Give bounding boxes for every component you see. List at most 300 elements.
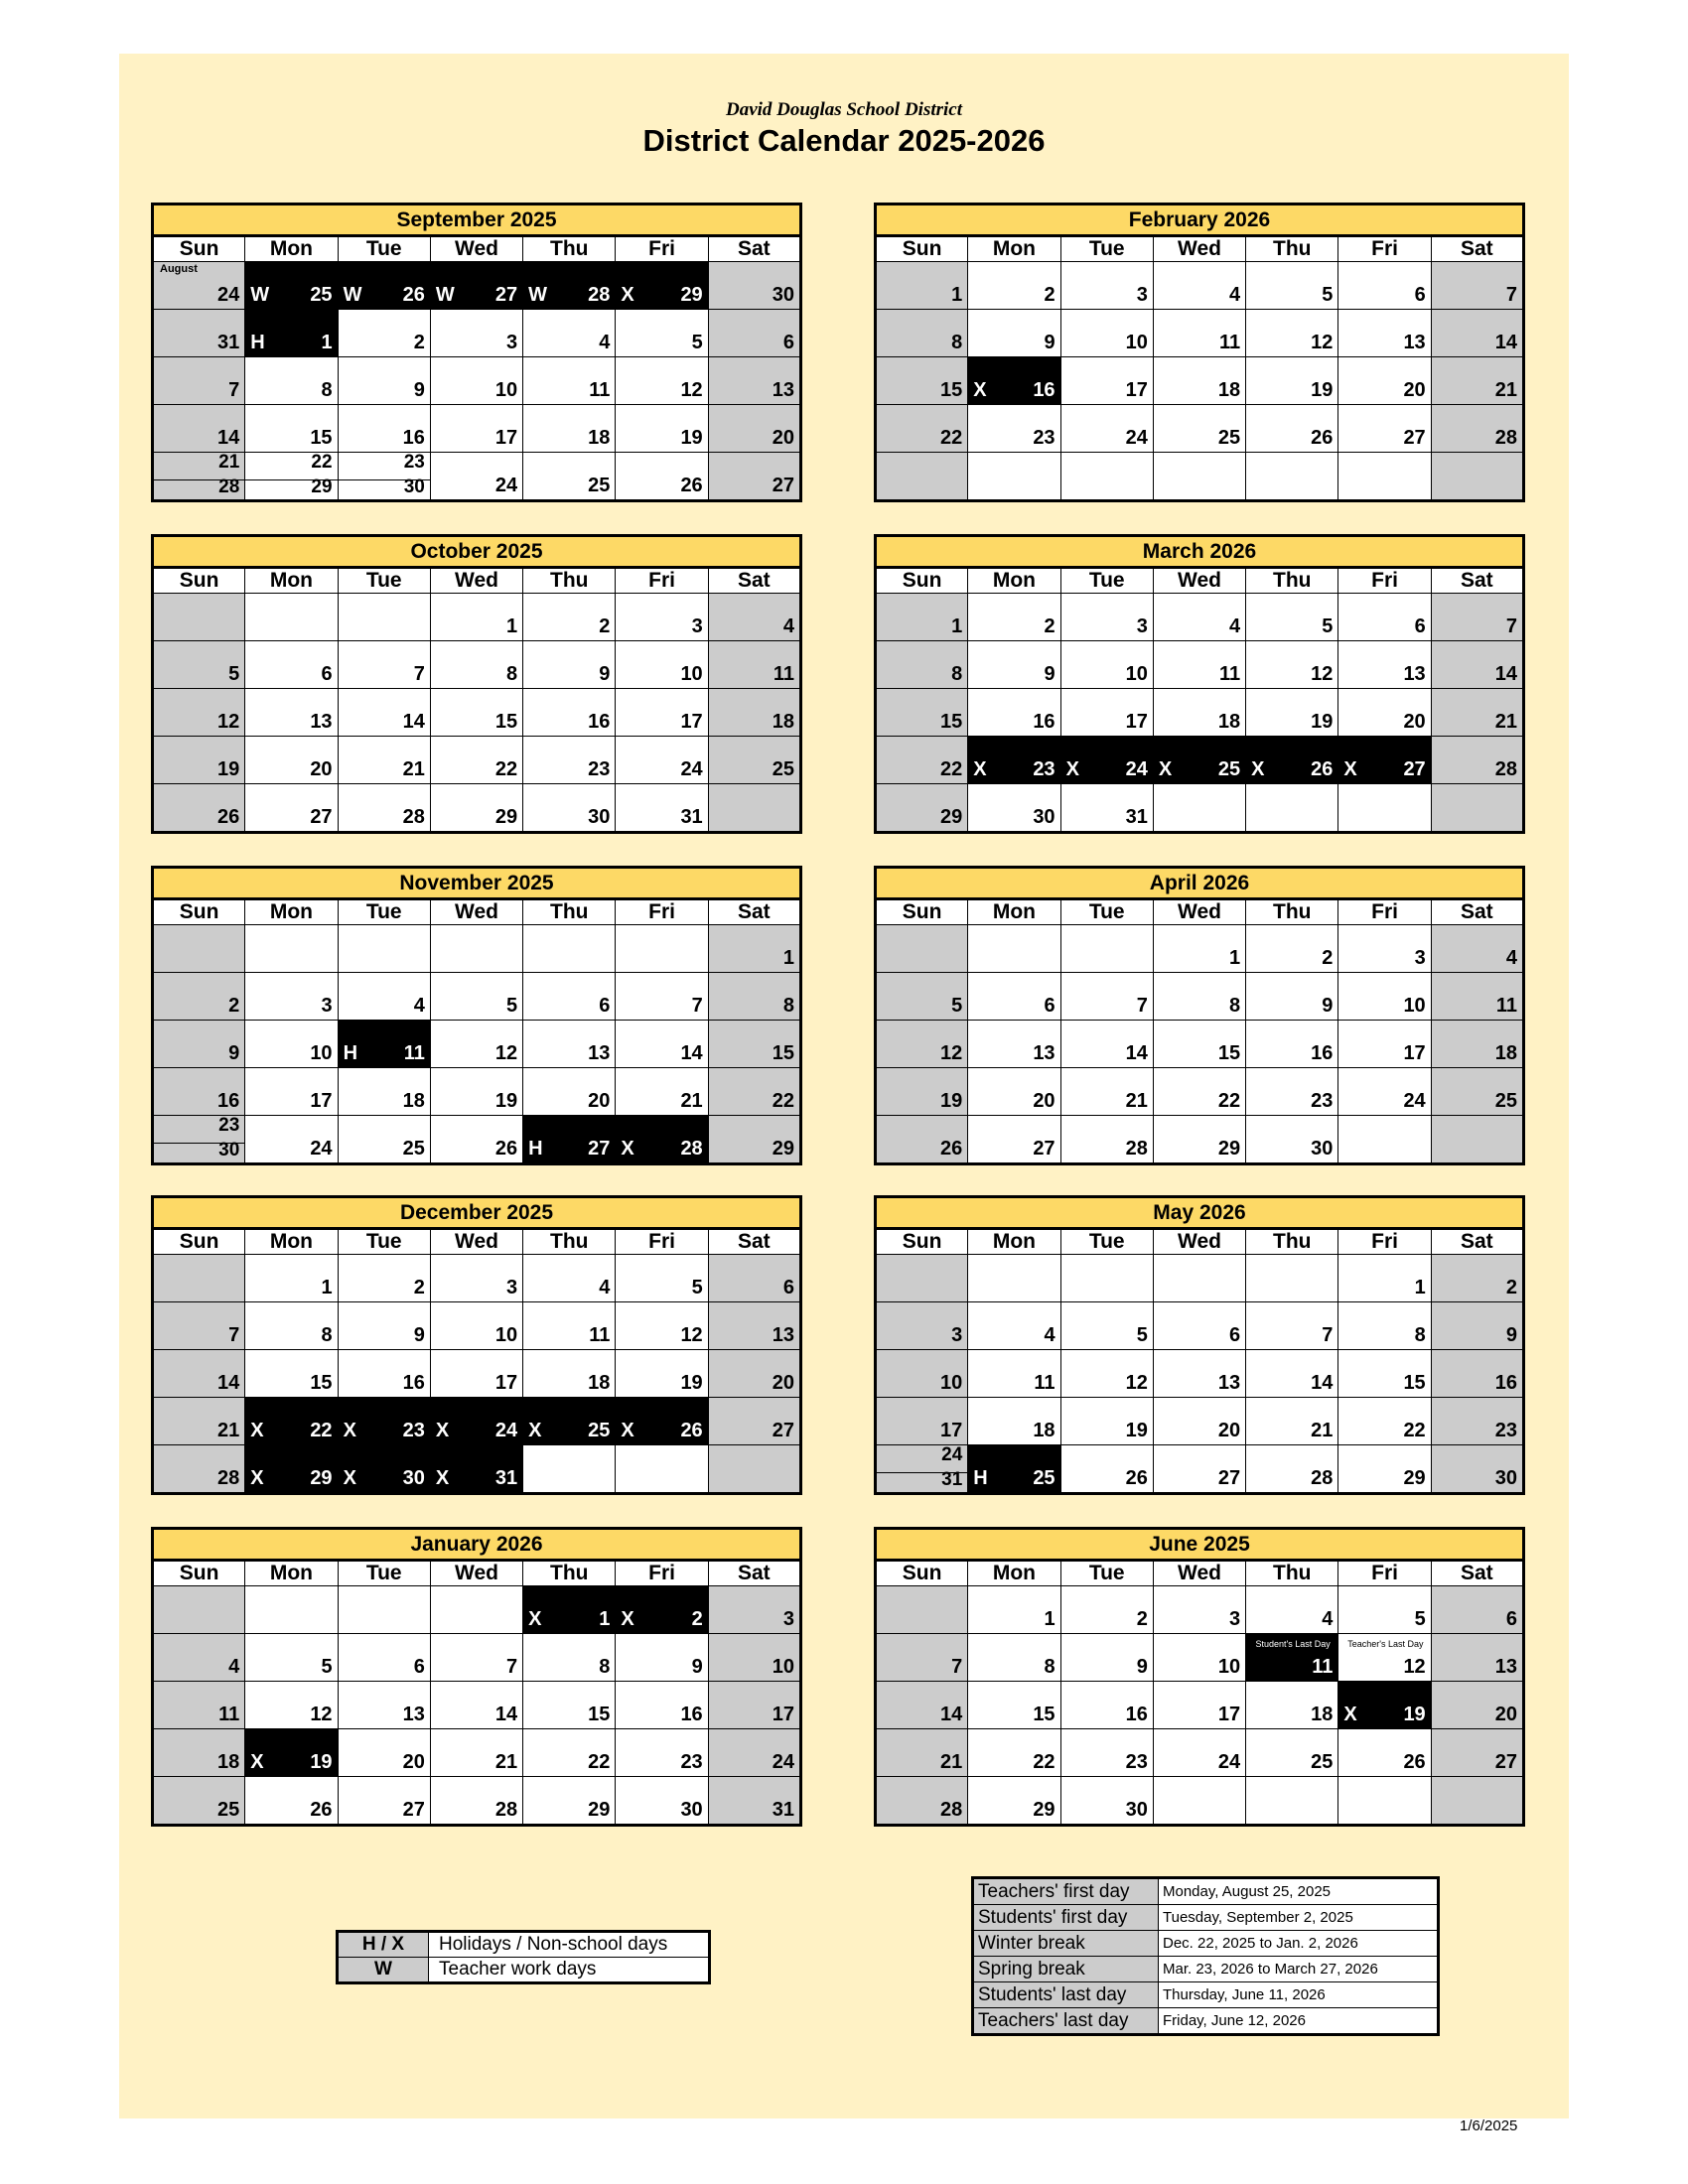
day-number: 14 [494,1704,518,1725]
day-number: 18 [772,711,794,733]
day-number: 18 [1494,1042,1517,1064]
day-number: 18 [1217,379,1241,401]
month-calendar [874,1527,1525,1827]
day-number: 23 [1125,1751,1148,1773]
day-cell [876,1350,968,1398]
day-cell [1153,262,1245,310]
day-number: 23 [218,1115,240,1136]
day-number: 14 [680,1042,703,1064]
day-number: 20 [1217,1420,1241,1441]
day-cell [1060,405,1153,453]
day-number: 24 [494,475,518,496]
day-cell [876,973,968,1021]
day-cell [968,1445,1060,1494]
week-row [876,1586,1524,1634]
day-cell [245,357,338,405]
day-cell [245,1682,338,1729]
day-cell [338,357,430,405]
day-cell [523,1586,616,1634]
day-cell [968,262,1060,310]
day-number: 16 [1311,1042,1334,1064]
weekday-header: Tue [1060,568,1153,594]
month-table [874,1227,1525,1495]
day-number: 6 [782,332,794,353]
week-row [876,405,1524,453]
day-number: 20 [772,427,794,449]
day-marker: W [250,284,270,306]
day-marker: X [1343,758,1357,780]
day-cell [1060,1350,1153,1398]
month-calendar [874,866,1525,1165]
day-marker: W [528,284,548,306]
day-cell [153,1398,245,1445]
day-cell [616,641,708,689]
day-cell [1153,405,1245,453]
weekday-header: Fri [616,899,708,925]
day-cell [1060,453,1153,501]
month-table [151,897,802,1165]
day-number: 22 [772,1090,794,1112]
day-number: 9 [1044,663,1055,685]
day-cell [245,689,338,737]
day-cell [523,1777,616,1826]
day-cell [1246,973,1338,1021]
key-date-label: Winter break [973,1931,1159,1957]
day-number: 17 [494,427,518,449]
day-cell [968,310,1060,357]
day-cell [1246,405,1338,453]
day-number: 23 [1311,1090,1334,1112]
day-number: 5 [1322,615,1334,637]
day-number: 30 [680,1799,703,1821]
weekday-header: Thu [1246,899,1338,925]
day-number: 26 [217,806,240,828]
day-number: 4 [599,1277,611,1298]
day-number: 17 [1125,379,1148,401]
day-number: 25 [772,758,794,780]
day-cell [153,689,245,737]
day-cell [876,594,968,641]
day-number: 5 [506,995,518,1017]
day-number: 15 [1033,1704,1055,1725]
weekday-header-row [153,1561,801,1586]
day-cell [153,594,245,641]
day-number: 30 [218,1140,240,1160]
day-cell [1338,784,1431,833]
day-number: 6 [321,663,333,685]
day-cell [708,1302,800,1350]
day-number: 16 [217,1090,240,1112]
day-cell [876,1398,968,1445]
day-cell [153,737,245,784]
day-cell [968,1682,1060,1729]
day-number: 19 [680,427,703,449]
day-cell [245,1634,338,1682]
week-row [153,310,801,357]
day-cell [1246,1445,1338,1494]
day-marker: X [973,758,987,780]
day-number: 11 [1218,332,1241,353]
day-cell [430,310,522,357]
day-cell [153,1021,245,1068]
day-number: 20 [402,1751,425,1773]
day-number: 11 [1495,995,1517,1017]
day-marker: X [621,1420,634,1441]
day-cell [338,310,430,357]
day-cell [876,1255,968,1302]
day-cell [430,1777,522,1826]
day-number: 2 [1044,284,1055,306]
day-number: 23 [1033,758,1055,780]
month-title: June 2025 [874,1527,1525,1559]
weekday-header: Wed [1153,236,1245,262]
day-number: 14 [1494,663,1517,685]
day-number: 22 [940,758,963,780]
day-number: 28 [680,1138,703,1160]
day-cell [245,784,338,833]
day-cell [968,1350,1060,1398]
day-cell [876,1777,968,1826]
week-row [876,357,1524,405]
day-cell [1246,453,1338,501]
day-number: 1 [1414,1277,1426,1298]
day-number: 31 [1125,806,1148,828]
weekday-header: Mon [968,568,1060,594]
day-cell [876,357,968,405]
month-calendar [874,203,1525,502]
day-cell [245,737,338,784]
day-cell [1060,1586,1153,1634]
day-number: 19 [940,1090,963,1112]
day-cell [708,1445,800,1494]
month-title: March 2026 [874,534,1525,566]
day-cell [1153,594,1245,641]
day-number: 27 [494,284,518,306]
day-cell [338,784,430,833]
day-cell [968,689,1060,737]
day-cell [245,1398,338,1445]
day-number: 5 [1136,1324,1148,1346]
day-number: 19 [217,758,240,780]
day-number: 21 [1494,711,1517,733]
weekday-header: Mon [968,1561,1060,1586]
day-number: 7 [413,663,425,685]
weekday-header: Mon [245,236,338,262]
day-cell [616,1255,708,1302]
weekday-header: Tue [338,236,430,262]
day-cell [1060,973,1153,1021]
day-number: 24 [1403,1090,1426,1112]
day-cell [708,1116,800,1164]
day-number: 24 [772,1751,794,1773]
day-cell [338,1445,430,1494]
day-cell [708,594,800,641]
day-cell [616,405,708,453]
day-cell [338,1021,430,1068]
day-cell [1153,1777,1245,1826]
day-number: 20 [1403,711,1426,733]
day-number: 31 [772,1799,794,1821]
day-cell [153,453,245,501]
day-cell [1246,689,1338,737]
day-cell [708,1255,800,1302]
day-number: 29 [311,477,333,497]
day-cell [968,1255,1060,1302]
day-number: 17 [1125,711,1148,733]
day-cell [1431,1586,1523,1634]
day-cell [1153,1350,1245,1398]
day-cell [430,973,522,1021]
weekday-header: Tue [1060,1561,1153,1586]
day-number: 20 [1494,1704,1517,1725]
day-cell [245,1586,338,1634]
day-cell [1153,784,1245,833]
day-cell [1431,1116,1523,1164]
day-cell [338,1302,430,1350]
day-cell [1431,310,1523,357]
day-cell [1153,1255,1245,1302]
day-cell [153,973,245,1021]
day-cell [245,310,338,357]
day-number: 4 [228,1656,240,1678]
legend-row-holiday [338,1932,710,1958]
week-row [876,453,1524,501]
day-marker: X [435,1420,450,1441]
day-cell [245,641,338,689]
month-table [151,234,802,502]
weekday-header: Thu [1246,1561,1338,1586]
day-number: 21 [1311,1420,1334,1441]
weekday-header: Sat [708,1561,800,1586]
day-cell [616,925,708,973]
day-number: 27 [772,475,794,496]
day-cell [616,973,708,1021]
week-row [153,1350,801,1398]
day-cell [1431,1255,1523,1302]
key-date-row [973,1957,1439,1982]
day-cell [1338,1586,1431,1634]
day-number: 10 [1217,1656,1241,1678]
day-marker: X [621,1138,634,1160]
weekday-header: Thu [1246,568,1338,594]
day-cell [153,925,245,973]
day-number: 23 [1494,1420,1517,1441]
day-cell [338,1634,430,1682]
day-cell [523,1729,616,1777]
day-number: 31 [941,1469,963,1490]
day-number: 3 [951,1324,963,1346]
day-number: 12 [217,711,240,733]
week-row [876,310,1524,357]
day-number: 9 [228,1042,240,1064]
day-cell [968,973,1060,1021]
day-number: 8 [599,1656,611,1678]
day-number: 17 [1403,1042,1426,1064]
weekday-header-row [153,236,801,262]
day-number: 12 [494,1042,518,1064]
day-cell [876,453,968,501]
week-row [876,1729,1524,1777]
weekday-header: Sat [708,899,800,925]
day-number: 2 [599,615,611,637]
day-number: 14 [217,427,240,449]
day-cell [1060,1021,1153,1068]
weekday-header-row [153,899,801,925]
day-cell [876,1586,968,1634]
day-number: 17 [680,711,703,733]
day-cell [1060,594,1153,641]
weekday-header: Thu [523,1229,616,1255]
day-cell [1338,1116,1431,1164]
day-marker: X [250,1420,264,1441]
day-number: 18 [588,427,611,449]
day-number: 11 [1312,1656,1334,1678]
day-number: 10 [1125,332,1148,353]
weekday-header: Tue [1060,899,1153,925]
day-number: 23 [1033,427,1055,449]
day-number: 4 [599,332,611,353]
day-cell [1338,1398,1431,1445]
weekday-header: Wed [1153,1229,1245,1255]
month-title: May 2026 [874,1195,1525,1227]
day-number: 25 [1311,1751,1334,1773]
day-cell [1153,1302,1245,1350]
day-cell [616,262,708,310]
day-cell [616,1729,708,1777]
day-cell [153,1777,245,1826]
day-number: 4 [1322,1608,1334,1630]
key-date-value: Thursday, June 11, 2026 [1159,1982,1439,2008]
day-number: 1 [1229,947,1241,969]
day-number: 18 [402,1090,425,1112]
month-title: October 2025 [151,534,802,566]
day-cell [1060,1445,1153,1494]
day-cell [245,1729,338,1777]
day-number: 4 [1505,947,1517,969]
day-cell [523,925,616,973]
weekday-header: Sat [708,1229,800,1255]
day-cell [1431,973,1523,1021]
day-number: 3 [691,615,703,637]
day-cell [430,1398,522,1445]
day-number: 30 [402,1467,425,1489]
weekday-header: Fri [1338,236,1431,262]
day-number: 3 [1136,615,1148,637]
week-row [876,1398,1524,1445]
day-number: 21 [1125,1090,1148,1112]
day-cell [708,405,800,453]
day-number: 14 [1311,1372,1334,1394]
week-row [876,1068,1524,1116]
day-number: 12 [1403,1656,1426,1678]
day-number: 5 [691,1277,703,1298]
day-cell [1153,1398,1245,1445]
day-marker: X [343,1467,356,1489]
day-number: 27 [402,1799,425,1821]
day-marker: X [1251,758,1265,780]
day-number: 20 [772,1372,794,1394]
day-cell [1153,1116,1245,1164]
day-number: 5 [951,995,963,1017]
day-cell [1246,357,1338,405]
day-cell [523,1682,616,1729]
day-number: 21 [402,758,425,780]
day-number: 17 [310,1090,333,1112]
day-cell [1060,310,1153,357]
day-cell [708,641,800,689]
day-number: 31 [680,806,703,828]
day-cell [1246,784,1338,833]
day-number: 26 [310,1799,333,1821]
day-number: 15 [310,427,333,449]
day-number: 6 [1044,995,1055,1017]
day-number: 16 [588,711,611,733]
weekday-header: Fri [616,236,708,262]
day-number: 17 [940,1420,963,1441]
day-number: 28 [588,284,611,306]
day-cell [245,1445,338,1494]
day-cell [1338,689,1431,737]
day-cell [1338,1302,1431,1350]
day-cell [1153,1729,1245,1777]
day-cell [523,594,616,641]
day-cell [338,737,430,784]
day-cell [245,1116,338,1164]
day-cell [523,1302,616,1350]
day-number: 15 [1403,1372,1426,1394]
week-row [153,689,801,737]
day-number: 9 [1322,995,1334,1017]
month-table [151,1227,802,1495]
day-cell [523,641,616,689]
week-row [153,784,801,833]
weekday-header: Sun [153,568,245,594]
day-number: 1 [951,284,963,306]
day-number: 24 [1125,758,1148,780]
day-cell [876,1021,968,1068]
day-cell [523,1068,616,1116]
day-number: 6 [1414,615,1426,637]
weekday-header: Tue [338,568,430,594]
day-marker: H [250,332,265,353]
day-cell [523,1255,616,1302]
week-row [153,925,801,973]
day-number: 5 [1322,284,1334,306]
week-row [153,1777,801,1826]
day-cell [1246,1255,1338,1302]
day-cell [1060,1068,1153,1116]
day-cell [1246,925,1338,973]
day-number: 16 [1033,711,1055,733]
day-cell [968,1729,1060,1777]
day-cell [708,1777,800,1826]
day-cell [523,1350,616,1398]
day-marker: X [621,1608,634,1630]
day-cell [616,1586,708,1634]
day-number: 28 [217,1467,240,1489]
day-number: 3 [506,1277,518,1298]
day-number: 22 [1403,1420,1426,1441]
day-cell [1060,1116,1153,1164]
weekday-header: Tue [338,899,430,925]
day-number: 1 [321,332,333,353]
day-number: 8 [951,663,963,685]
key-date-row [973,2008,1439,2035]
day-cell [1153,689,1245,737]
day-number: 20 [1403,379,1426,401]
day-cell [1431,357,1523,405]
day-cell [708,689,800,737]
